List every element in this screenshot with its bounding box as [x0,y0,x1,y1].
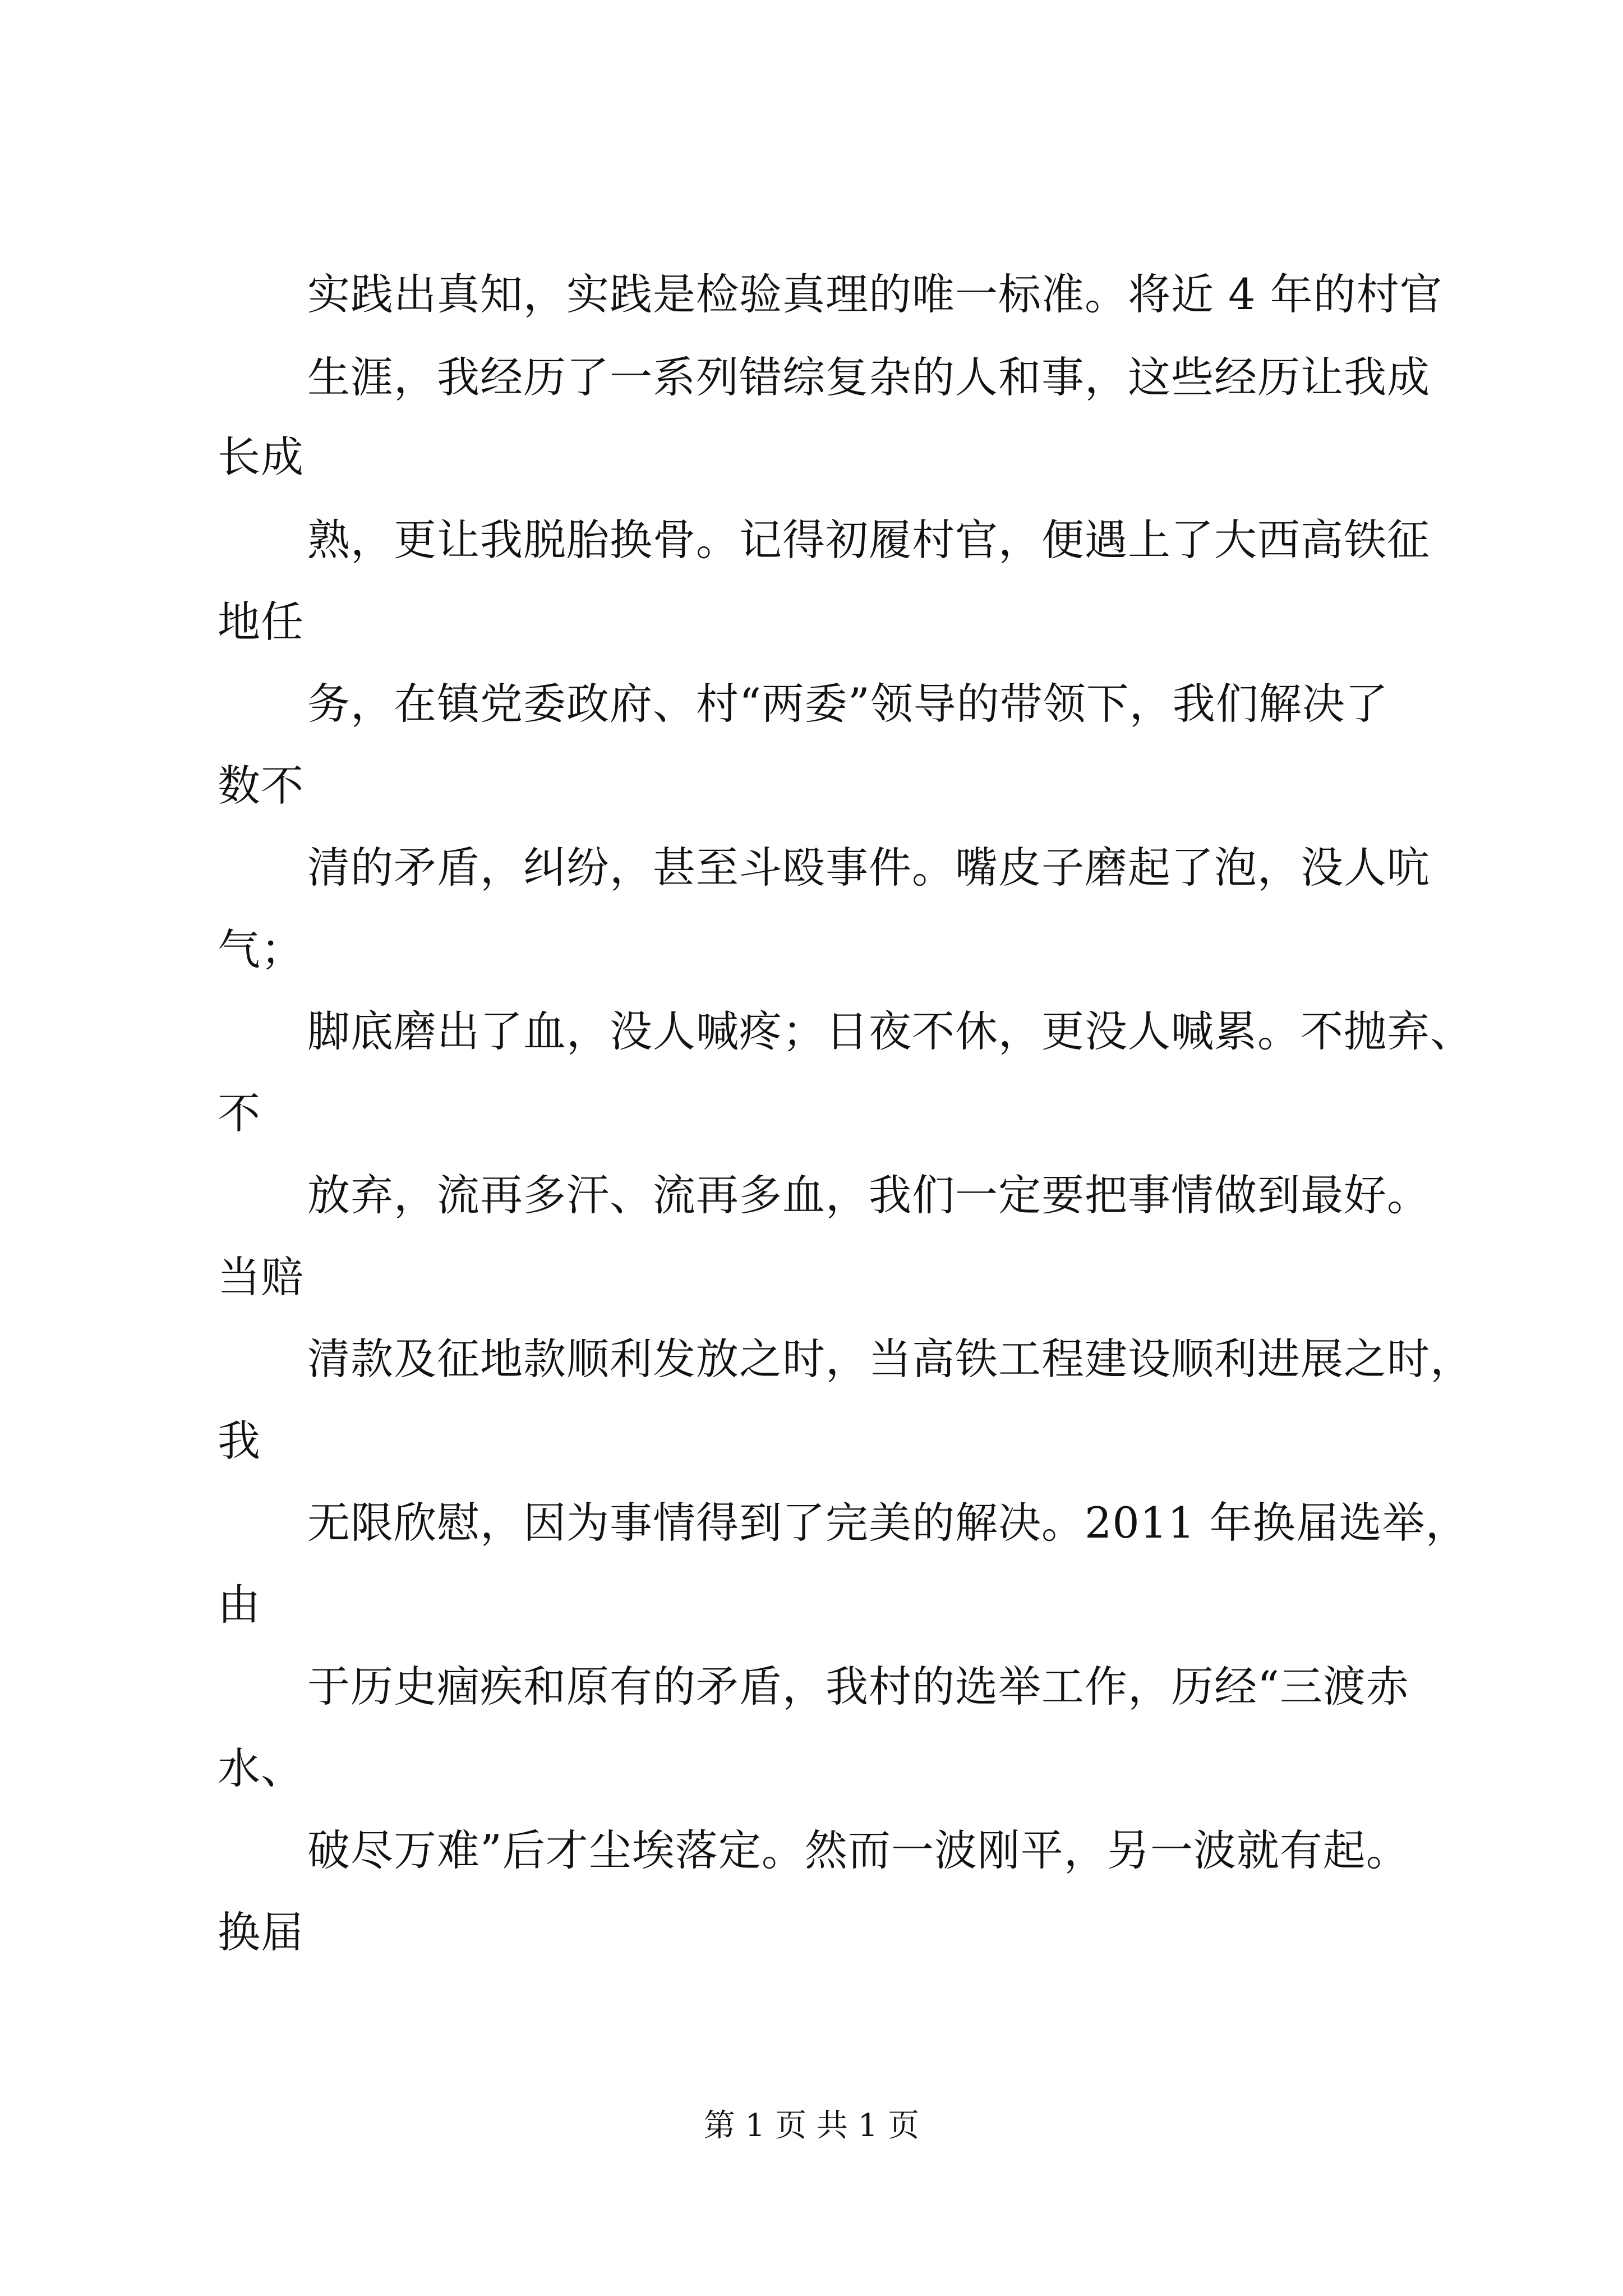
text-line: 数不 [218,761,304,811]
text-line: 清的矛盾，纠纷，甚至斗殴事件。嘴皮子磨起了泡，没人吭 [307,843,1430,892]
text-line: 破尽万难”后才尘埃落定。然而一波刚平，另一波就有起。 [307,1825,1409,1875]
text-line: 地任 [218,597,304,647]
text-line: 务，在镇党委政府、村“两委”领导的带领下，我们解决了 [307,679,1389,729]
text-line: 实践出真知，实践是检验真理的唯一标准。将近 4 年的村官 [307,269,1443,319]
text-line: 水、 [218,1743,304,1793]
text-line: 熟，更让我脱胎换骨。记得初履村官，便遇上了大西高铁征 [307,515,1430,565]
text-line: 无限欣慰，因为事情得到了完美的解决。2011 年换届选举， [307,1498,1469,1548]
text-line: 长成 [218,432,304,482]
text-line: 由 [218,1580,261,1630]
text-line: 清款及征地款顺利发放之时，当高铁工程建设顺利进展之时， [307,1334,1473,1384]
text-line: 放弃，流再多汗、流再多血，我们一定要把事情做到最好。 [307,1170,1430,1220]
text-line: 脚底磨出了血，没人喊疼；日夜不休，更没人喊累。不抛弃、 [307,1006,1473,1056]
text-line: 气； [218,924,304,974]
text-line: 我 [218,1416,261,1466]
text-line: 换届 [218,1907,304,1957]
page-footer: 第 1 页 共 1 页 [703,2108,920,2144]
text-line: 生涯，我经历了一系列错综复杂的人和事，这些经历让我成 [307,352,1430,402]
text-line: 当赔 [218,1252,304,1302]
text-line: 不 [218,1088,261,1138]
text-line: 于历史痼疾和原有的矛盾，我村的选举工作，历经“三渡赤 [307,1662,1409,1711]
